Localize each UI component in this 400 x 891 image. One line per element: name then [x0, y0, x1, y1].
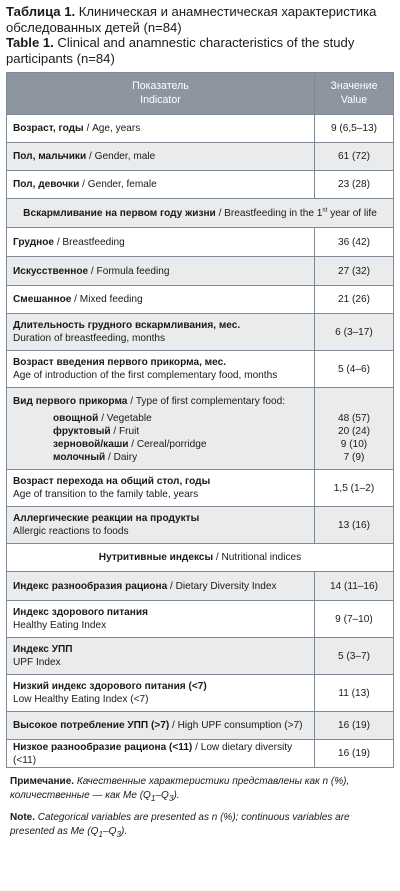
table-row-duration: Длительность грудного вскармливания, мес. Duration of breastfeeding, months 6 (3–17) [7, 314, 394, 351]
table-row-food-type: Вид первого прикорма / Type of first complementary food: овощной / Vegetable фруктовый / Fruit зерновой/каши / Cereal/porridge молочный / Dairy 48 (57) 20 (24) 9 (10) 7 (9) [7, 388, 394, 470]
table-row-formula: Искусственное / Formula feeding 27 (32) [7, 257, 394, 286]
table-row-allergy: Аллергические реакции на продукты Allergic reactions to foods 13 (16) [7, 507, 394, 544]
table-header-row [7, 73, 394, 115]
table-row-upf-index: Индекс УПП UPF Index 5 (3–7) [7, 638, 394, 675]
header-value: Значение Value [314, 73, 393, 115]
header-indicator: Показатель Indicator [7, 73, 315, 115]
table-notes [10, 775, 390, 841]
table-row-intro-age: Возраст введения первого прикорма, мес. Age of introduction of the first complementary food, months 5 (4–6) [7, 351, 394, 388]
caption-en: Table 1. Clinical and anamnestic characteristics of the study participants (n=84) [6, 35, 355, 66]
table-row-high-upf: Высокое потребление УПП (>7) / High UPF consumption (>7) 16 (19) [7, 712, 394, 740]
section-row-breastfeeding: Вскармливание на первом году жизни / Breastfeeding in the 1st year of life [7, 199, 394, 228]
table-row-breastfeeding: Грудное / Breastfeeding 36 (42) [7, 228, 394, 257]
note-ru: Примечание. Качественные характеристики представлены как n (%), количественные — как Me $(Q_1-Q_3)$. [10, 776, 350, 803]
table-row-female: Пол, девочки / Gender, female 23 (28) [7, 171, 394, 199]
table-row-family-table: Возраст перехода на общий стол, годы Age of transition to the family table, years 1,5 (1–2) [7, 470, 394, 507]
food-type-item: фруктовый / Fruit [53, 426, 140, 437]
table-row-low-diversity: Низкое разнообразие рациона (<11) / Low dietary diversity (<11) 16 (19) [7, 740, 394, 768]
section-row-nutrition: Нутритивные индексы / Nutritional indices [7, 544, 394, 572]
table-caption [6, 4, 394, 66]
table-row-mixed: Смешанное / Mixed feeding 21 (26) [7, 286, 394, 314]
table-row-male: Пол, мальчики / Gender, male 61 (72) [7, 143, 394, 171]
food-type-item: овощной / Vegetable [53, 413, 152, 424]
food-type-item: молочный / Dairy [53, 452, 138, 463]
characteristics-table [6, 72, 394, 768]
table-row-diversity-index: Индекс разнообразия рациона / Dietary Diversity Index 14 (11–16) [7, 572, 394, 601]
table-row-age: Возраст, годы / Age, years 9 (6,5–13) [7, 115, 394, 143]
caption-ru: Таблица 1. Клиническая и анамнестическая характеристика обследованных детей (n=84) [6, 4, 377, 35]
table-row-healthy-eating-index: Индекс здорового питания Healthy Eating Index 9 (7–10) [7, 601, 394, 638]
note-en: Note. Categorical variables are presented as n (%); continuous variables are presented as Me $(Q_1-Q_3)$. [10, 812, 350, 839]
food-type-item: зерновой/каши / Cereal/porridge [53, 439, 207, 450]
table-row-low-healthy: Низкий индекс здорового питания (<7) Low Healthy Eating Index (<7) 11 (13) [7, 675, 394, 712]
